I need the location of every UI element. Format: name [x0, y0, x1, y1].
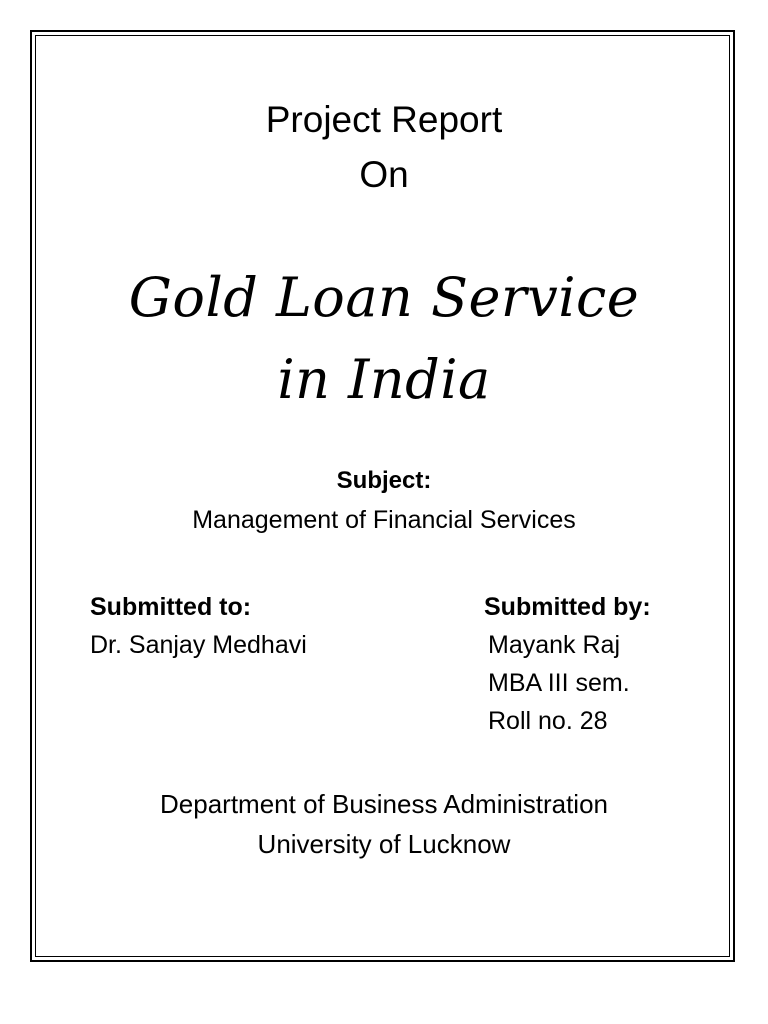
submitted-to-block	[90, 588, 307, 664]
submitted-by-roll: Roll no. 28	[488, 707, 608, 735]
submitted-to-name: Dr. Sanjay Medhavi	[90, 631, 307, 659]
submitted-by-course: MBA III sem.	[488, 669, 630, 697]
university-name: University of Lucknow	[257, 829, 511, 859]
header-project-report: Project Report	[265, 99, 503, 140]
submitted-to-label: Submitted to:	[90, 593, 252, 621]
report-title-line2: in India	[277, 348, 491, 411]
header-on: On	[359, 154, 409, 195]
submitted-by-name: Mayank Raj	[488, 631, 620, 659]
submitted-by-label: Submitted by:	[484, 593, 651, 621]
subject-label: Subject:	[336, 467, 432, 494]
report-title-line1: Gold Loan Service	[128, 266, 640, 329]
subject-value: Management of Financial Services	[192, 506, 576, 534]
submitted-by-block	[484, 588, 651, 740]
department-name: Department of Business Administration	[160, 789, 608, 819]
